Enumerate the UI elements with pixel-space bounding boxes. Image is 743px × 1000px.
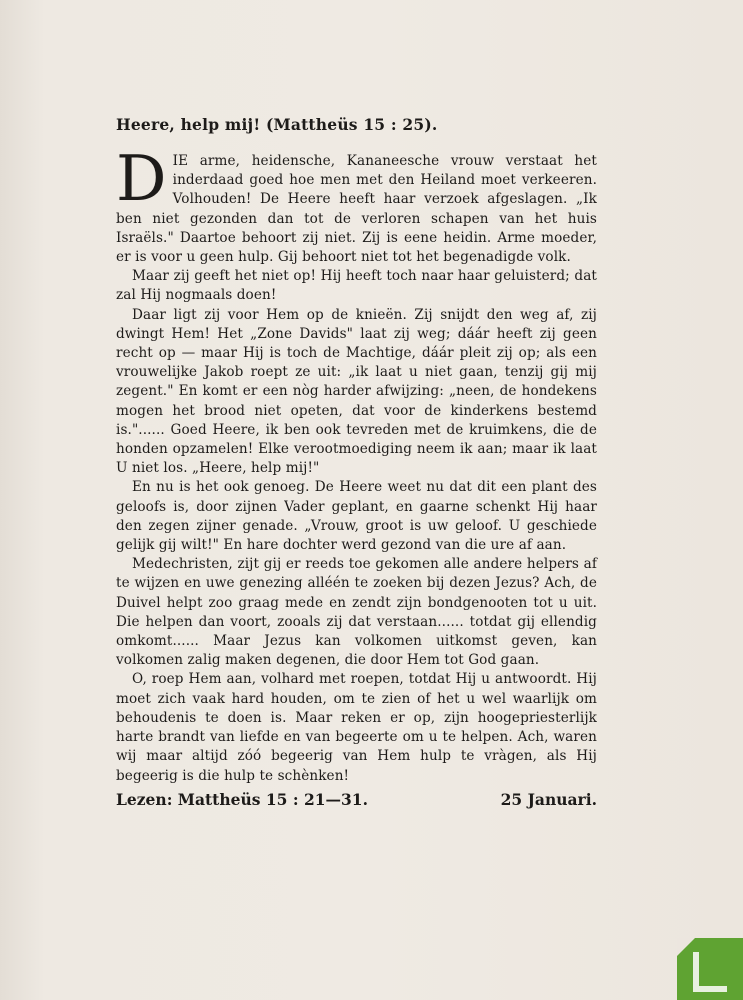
paragraph-2: Maar zij geeft het niet op! Hij heeft toch naar haar geluisterd; dat zal Hij nogmaals doen! — [116, 268, 597, 304]
paragraph-1 — [116, 142, 597, 267]
page-date: 25 Januari. — [500, 790, 597, 809]
corner-watermark-logo — [677, 938, 743, 1000]
page-heading: Heere, help mij! (Mattheüs 15 : 25). — [116, 115, 438, 134]
paragraph-4: En nu is het ook genoeg. De Heere weet nu dat dit een plant des geloofs is, door zijnen Vader geplant, en gaarne schenkt Hij haar den zegen zijner genade. „Vrouw, groot is uw geloof. U geschiede gelijk gij wilt!" En hare dochter werd gezond van die ure af aan. — [116, 479, 597, 554]
paragraph-1-text: IE arme, heidensche, Kananeesche vrouw verstaat het inderdaad goed hoe men met den Heiland moet verkeeren. Volhouden! De Heere heeft haar verzoek afgeslagen. „Ik ben niet gezonden dan tot de verloren schapen van het huis Israëls." Daartoe behoort zij niet. Zij is eene heidin. Arme moeder, er is voor u geen hulp. Gij behoort niet tot het begenadigde volk. — [116, 153, 597, 266]
paragraph-3: Daar ligt zij voor Hem op de knieën. Zij snijdt den weg af, zij dwingt Hem! Het „Zone Davids" laat zij weg; dáár heeft zij geen recht op — maar Hij is toch de Machtige, dáár pleit zij op; als een vrouwelijke Jakob roept ze uit: „ik laat u niet gaan, tenzij gij mij zegent." En komt er een nòg harder afwijzing: „neen, de hondekens mogen het brood niet opeten, dat voor de kinderkens bestemd is."...... Goed Heere, ik ben ook tevreden met de kruimkens, die de honden opzamelen! Elke verootmoediging neem ik aan; maar ik laat U niet los. „Heere, help mij!" — [116, 306, 597, 477]
paragraph-6: O, roep Hem aan, volhard met roepen, totdat Hij u antwoordt. Hij moet zich vaak hard houden, om te zien of het u wel waarlijk om behoudenis te doen is. Maar reken er op, zijn hoogepriesterlijk harte brandt van liefde en van begeerte om u te helpen. Ach, waren wij maar altijd zóó begeerig van Hem hulp te vràgen, als Hij begeerig is die hulp te schènken! — [116, 671, 597, 784]
drop-cap: D — [116, 142, 167, 215]
paragraph-5: Medechristen, zijt gij er reeds toe gekomen alle andere helpers af te wijzen en uwe genezing alléén te zoeken bij dezen Jezus? Ach, de Duivel helpt zoo graag mede en zendt zijn bondgenooten tot u uit. Die helpen dan voort, zooals zij dat verstaan...... totdat gij ellendig omkomt...... Maar Jezus kan volkomen uitkomst geven, kan volkomen zalig maken degenen, die door Hem tot God gaan. — [116, 556, 597, 669]
body-text — [116, 142, 597, 786]
watermark-l-icon — [693, 952, 727, 992]
reading-reference: Lezen: Mattheüs 15 : 21—31. — [116, 790, 368, 809]
